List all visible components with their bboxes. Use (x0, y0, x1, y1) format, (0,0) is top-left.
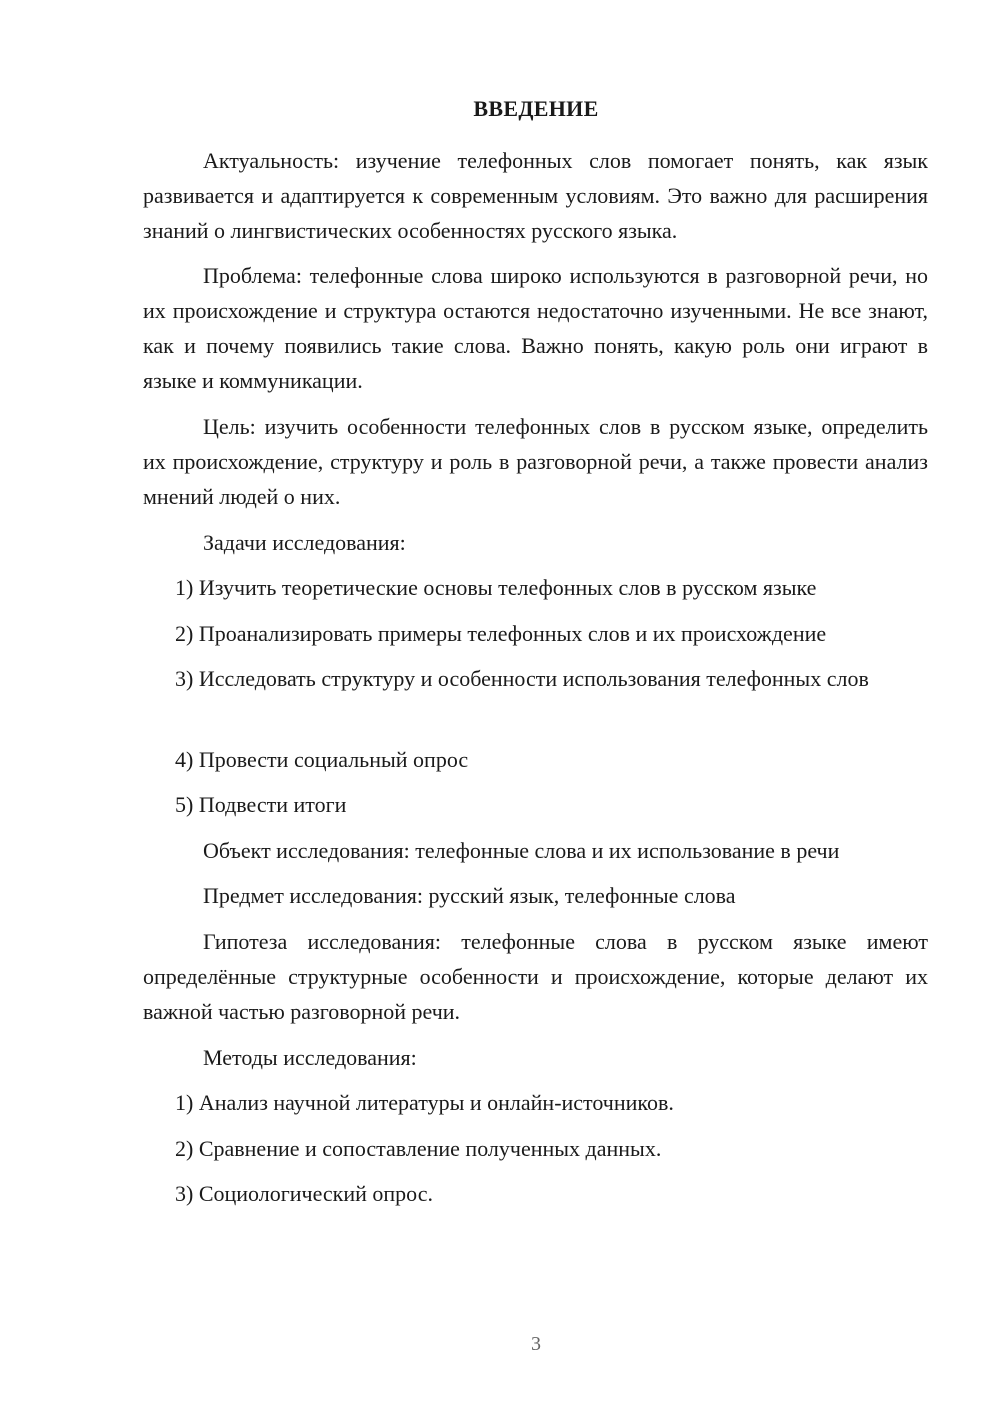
object-block (143, 833, 928, 868)
method-item: 3) Социологический опрос. (175, 1181, 433, 1206)
task-item: 1) Изучить теоретические основы телефонных слов в русском языке (175, 575, 817, 600)
page-title: ВВЕДЕНИЕ (473, 96, 599, 121)
page-number: 3 (531, 1333, 541, 1355)
research-subject: Предмет исследования: русский язык, телефонные слова (203, 883, 736, 908)
relevance-block (143, 143, 928, 248)
problem-paragraph: Проблема: телефонные слова широко используются в разговорной речи, но их происхождение и структура остаются недостаточно изученными. Не все знают, как и почему появились такие слова. Важно понять, какую роль они играют в языке и коммуникации. (143, 263, 928, 393)
goal-paragraph: Цель: изучить особенности телефонных слов в русском языке, определить их происхождение, структуру и роль в разговорной речи, а также провести анализ мнений людей о них. (143, 414, 928, 509)
task-item: 4) Провести социальный опрос (175, 747, 469, 772)
task-item-4-block (143, 742, 928, 777)
method-item: 1) Анализ научной литературы и онлайн-источников. (175, 1090, 674, 1115)
subject-block (143, 878, 928, 913)
methods-heading: Методы исследования: (203, 1045, 417, 1070)
problem-block (143, 258, 928, 398)
research-object: Объект исследования: телефонные слова и их использование в речи (203, 838, 840, 863)
task-item: 3) Исследовать структуру и особенности использования телефонных слов (175, 666, 869, 691)
task-item: 2) Проанализировать примеры телефонных слов и их происхождение (175, 621, 827, 646)
hypothesis-block (143, 924, 928, 1029)
method-item: 2) Сравнение и сопоставление полученных данных. (175, 1136, 662, 1161)
method-item-3-block (143, 1176, 928, 1211)
methods-heading-block (143, 1040, 928, 1075)
tasks-heading-block (143, 525, 928, 560)
task-item-1-block (143, 570, 928, 605)
method-item-2-block (143, 1131, 928, 1166)
task-item-3-block (143, 661, 928, 696)
task-item: 5) Подвести итоги (175, 792, 347, 817)
task-item-2-block (143, 616, 928, 651)
goal-block (143, 409, 928, 514)
task-item-5-block (143, 787, 928, 822)
tasks-heading: Задачи исследования: (203, 530, 406, 555)
relevance-paragraph: Актуальность: изучение телефонных слов помогает понять, как язык развивается и адаптируется к современным условиям. Это важно для расширения знаний о лингвистических особенностях русского языка. (143, 148, 928, 243)
hypothesis-paragraph: Гипотеза исследования: телефонные слова в русском языке имеют определённые структурные особенности и происхождение, которые делают их важной частью разговорной речи. (143, 929, 928, 1024)
method-item-1-block (143, 1085, 928, 1120)
